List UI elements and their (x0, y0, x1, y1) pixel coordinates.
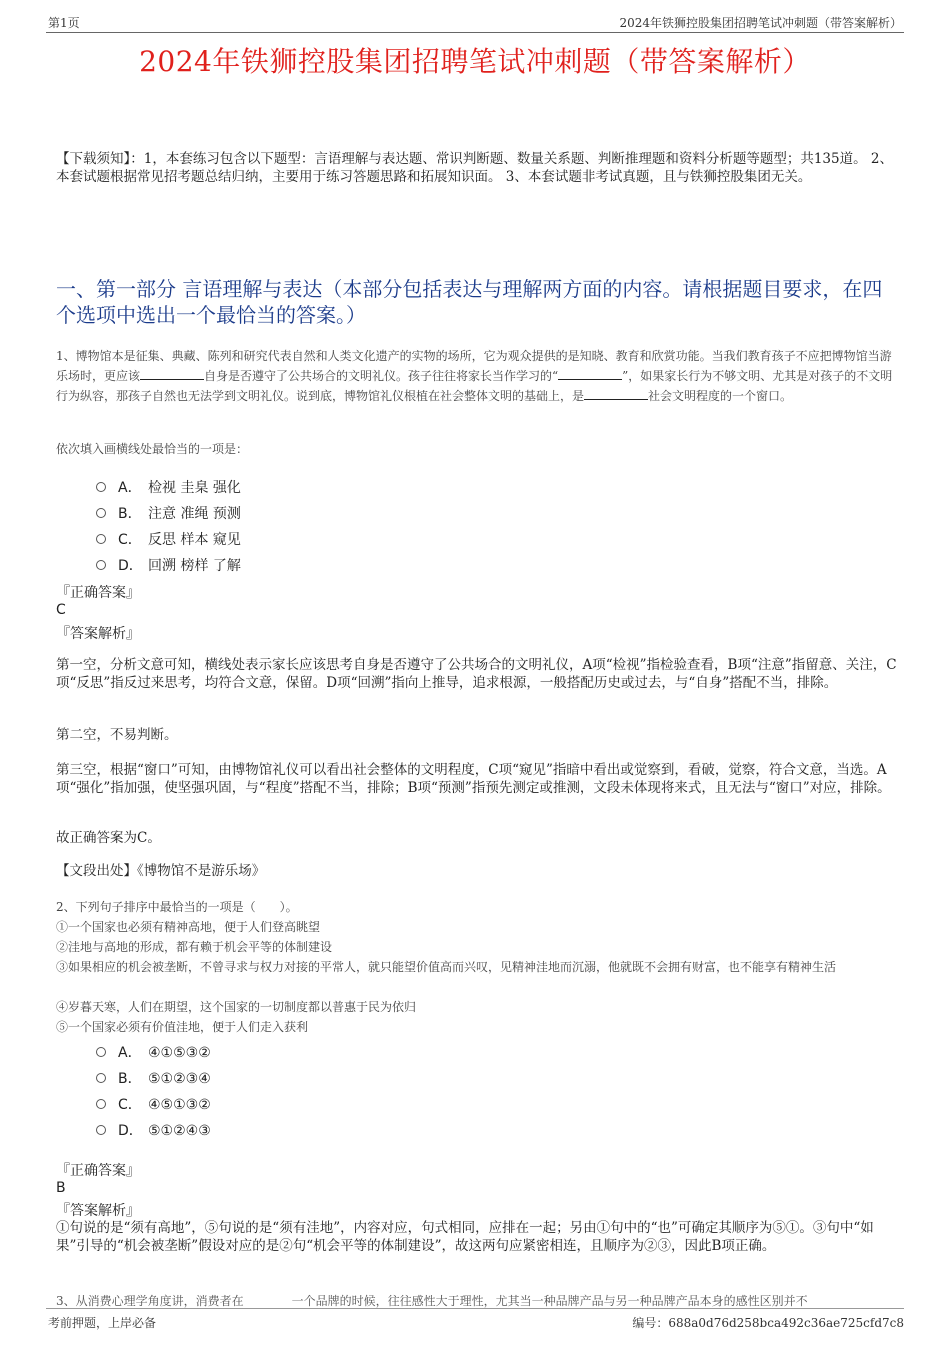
footer-doc-id: 编号：688a0d76d258bca492c36ae725cfd7c8 (632, 1316, 904, 1330)
q1-analysis-p3: 第三空，根据“窗口”可知，由博物馆礼仪可以看出社会整体的文明程度，C项“窥见”指暗中看出或觉察到，看破，觉察，符合文意，当选。A项“强化”指加强，使坚强巩固，与“程度”搭配不当，排除；B项“预测”指预先测定或推测，文段未体现将来式，且无法与“窗口”对应，排除。 (56, 762, 891, 796)
question-3-cut-stem: 3、从消费心理学角度讲，消费者在 一个品牌的时候，往往感性大于理性，尤其当一种品牌产品与另一种品牌产品本身的感性区别并不 (56, 1294, 808, 1308)
page-title: 2024年铁狮控股集团招聘笔试冲刺题（带答案解析） (139, 45, 811, 78)
option-letter: C． (118, 1097, 142, 1113)
q2-sentence-2: ②洼地与高地的形成，都有赖于机会平等的体制建设 (56, 940, 333, 954)
q1-option-a[interactable] (96, 477, 241, 497)
q1-answer: C (56, 602, 66, 618)
q2-option-d[interactable] (96, 1120, 211, 1140)
option-letter: D． (118, 1123, 143, 1139)
q1-text-part4: 社会文明程度的一个窗口。 (648, 389, 793, 403)
q2-sentence-3: ③如果相应的机会被垄断，不曾寻求与权力对接的平常人，就只能望价值高而兴叹，见精神洼地而沉溺，他就既不会拥有财富，也不能享有精神生活 (56, 960, 837, 974)
question-2-stem: 2、下列句子排序中最恰当的一项是（ ）。 (56, 900, 298, 914)
q1-ask: 依次填入画横线处最恰当的一项是： (56, 442, 249, 456)
option-text: ⑤①②④③ (148, 1123, 211, 1139)
q2-sentence-4: ④岁暮天寒，人们在期望，这个国家的一切制度都以普惠于民为依归 (56, 1000, 417, 1014)
q1-analysis-label: 『答案解析』 (56, 626, 140, 642)
question-1-stem (56, 346, 898, 406)
q2-option-a[interactable] (96, 1042, 211, 1062)
radio-icon[interactable] (96, 534, 106, 544)
header-divider (46, 32, 904, 33)
option-letter: D． (118, 558, 143, 574)
radio-icon[interactable] (96, 1047, 106, 1057)
q1-option-d[interactable] (96, 555, 241, 575)
option-letter: C． (118, 532, 142, 548)
q1-analysis-p1: 第一空，分析文意可知，横线处表示家长应该思考自身是否遵守了公共场合的文明礼仪，A项“检视”指检验查看，B项“注意”指留意、关注，C项“反思”指反过来思考，均符合文意，保留。D项“回溯”指向上推导，追求根源，一般搭配历史或过去，与“自身”搭配不当，排除。 (56, 657, 897, 691)
q1-text-part2: 自身是否遵守了公共场合的文明礼仪。孩子往往将家长当作学习的“ (204, 369, 559, 383)
q1-option-b[interactable] (96, 503, 241, 523)
section-heading: 一、第一部分 言语理解与表达（本部分包括表达与理解两方面的内容。请根据题目要求，在四个选项中选出一个最恰当的答案。） (56, 277, 883, 327)
option-text: ④①⑤③② (148, 1045, 211, 1061)
q1-text-part3: ”，如果家长行为不够文明、尤其是对孩子的不文明行为纵容，那孩子自然也无法学到文明礼仪。说到底，博物馆礼仪根植在社会整体文明的基础上，是 (56, 369, 893, 403)
option-text: 回溯 榜样 了解 (148, 558, 241, 574)
radio-icon[interactable] (96, 482, 106, 492)
radio-icon[interactable] (96, 508, 106, 518)
option-text: ⑤①②③④ (148, 1071, 211, 1087)
q1-blank-2 (558, 367, 622, 380)
q2-answer-label: 『正确答案』 (56, 1163, 140, 1179)
option-letter: A． (118, 1045, 142, 1061)
q1-analysis-p2: 第二空，不易判断。 (56, 727, 178, 743)
footer-slogan: 考前押题，上岸必备 (48, 1316, 157, 1330)
q1-text-part1: 1、博物馆本是征集、典藏、陈列和研究代表自然和人类文化遗产的实物的场所，它为观众提供的是知晓、教育和欣赏功能。当我们教育孩子不应把博物馆当游乐场时，更应该 (56, 349, 892, 383)
q1-blank-1 (140, 367, 204, 380)
q2-option-b[interactable] (96, 1068, 211, 1088)
header-page-label: 第1页 (48, 16, 80, 30)
option-text: 反思 样本 窥见 (148, 532, 241, 548)
q2-answer: B (56, 1180, 66, 1196)
footer-divider (46, 1308, 904, 1309)
option-text: ④⑤①③② (148, 1097, 211, 1113)
radio-icon[interactable] (96, 1125, 106, 1135)
download-notice: 【下载须知】：1，本套练习包含以下题型：言语理解与表达题、常识判断题、数量关系题、判断推理题和资料分析题等题型；共135道。 2、本套试题根据常见招考题总结归纳，主要用于练习答题思路和拓展知识面。 3、本套试题非考试真题，且与铁狮控股集团无关。 (56, 151, 893, 185)
q2-analysis-label: 『答案解析』 (56, 1203, 140, 1219)
option-letter: A． (118, 480, 142, 496)
radio-icon[interactable] (96, 1099, 106, 1109)
q1-blank-3 (584, 387, 648, 400)
option-letter: B． (118, 1071, 142, 1087)
option-letter: B． (118, 506, 142, 522)
q2-option-c[interactable] (96, 1094, 211, 1114)
radio-icon[interactable] (96, 1073, 106, 1083)
q1-analysis-p4: 故正确答案为C。 (56, 830, 161, 846)
q2-sentence-1: ①一个国家也必须有精神高地，便于人们登高眺望 (56, 920, 321, 934)
q1-option-c[interactable] (96, 529, 241, 549)
radio-icon[interactable] (96, 560, 106, 570)
q2-analysis: ①句说的是“须有高地”，⑤句说的是“须有洼地”，内容对应，句式相同，应排在一起；另由①句中的“也”可确定其顺序为⑤①。③句中“如果”引导的“机会被垄断”假设对应的是②句“机会平等的体制建设”，故这两句应紧密相连，且顺序为②③，因此B项正确。 (56, 1220, 874, 1254)
option-text: 检视 圭臬 强化 (148, 480, 241, 496)
q1-answer-label: 『正确答案』 (56, 585, 140, 601)
q2-sentence-5: ⑤一个国家必须有价值洼地，便于人们走入获利 (56, 1020, 309, 1034)
header-doc-title: 2024年铁狮控股集团招聘笔试冲刺题（带答案解析） (619, 16, 902, 30)
option-text: 注意 准绳 预测 (148, 506, 241, 522)
q1-source: 【文段出处】《博物馆不是游乐场》 (56, 863, 266, 879)
